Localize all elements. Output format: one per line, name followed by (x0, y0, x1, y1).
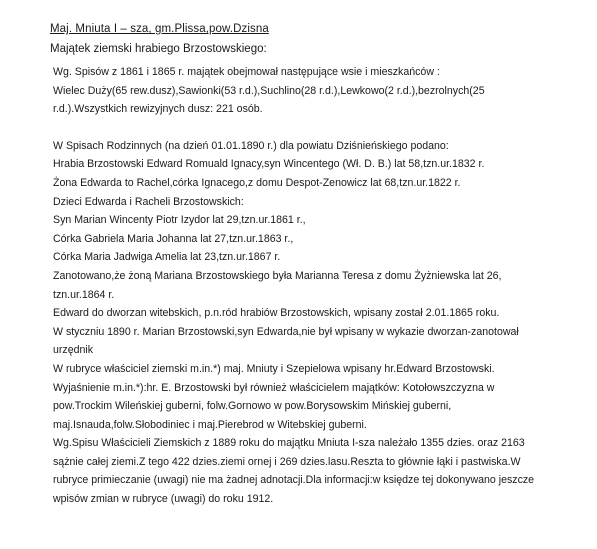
text-line: wpisów zmian w rubryce (uwagi) do roku 1912. (53, 493, 274, 506)
document-title: Maj. Mniuta I – sza, gm.Plissa,pow.Dzisna (50, 23, 269, 35)
text-line: r.d.).Wszystkich rewizyjnych dusz: 221 osób. (53, 103, 263, 116)
text-line: Żona Edwarda to Rachel,córka Ignacego,z domu Despot-Zenowicz lat 68,tzn.ur.1822 r. (53, 176, 461, 189)
text-line: Wg.Spisu Właścicieli Ziemskich z 1889 roku do majątku Mniuta I-sza należało 1355 dzies. oraz 2163 (53, 437, 525, 450)
text-line: maj.Isnauda,folw.Słobodiniec i maj.Pierebrod w Witebskiej guberni. (53, 418, 367, 431)
text-line: Dzieci Edwarda i Racheli Brzostowskich: (53, 195, 244, 208)
text-line: Zanotowano,że żoną Mariana Brzostowskiego była Marianna Teresa z domu Żyżniewska lat 26, (53, 269, 502, 282)
text-line: Córka Maria Jadwiga Amelia lat 23,tzn.ur.1867 r. (53, 251, 281, 264)
text-line: W rubryce właściciel ziemski m.in.*) maj. Mniuty i Szepielowa wpisany hr.Edward Brzostowski. (53, 362, 495, 375)
document-subtitle: Majątek ziemski hrabiego Brzostowskiego: (50, 43, 267, 55)
text-line: Wyjaśnienie m.in.*):hr. E. Brzostowski był również właścicielem majątków: Kotołowszczyzna w (53, 381, 495, 394)
text-line: Hrabia Brzostowski Edward Romuald Ignacy,syn Wincentego (Wł. D. B.) lat 58,tzn.ur.1832 r. (53, 158, 485, 171)
text-line: Edward do dworzan witebskich, p.n.ród hrabiów Brzostowskich, wpisany został 2.01.1865 roku. (53, 307, 500, 320)
paragraph-census (53, 63, 573, 119)
text-line: Wg. Spisów z 1861 i 1865 r. majątek obejmował następujące wsie i mieszkańców : (53, 66, 440, 78)
document-body (53, 63, 573, 509)
text-line: Syn Marian Wincenty Piotr Izydor lat 29,tzn.ur.1861 r., (53, 214, 306, 227)
paragraph-family-records (53, 137, 573, 509)
text-line: rubryce primieczanie (uwagi) nie ma żadnej adnotacji.Dla informacji:w księdze tej dokonywano jeszcze (53, 474, 535, 487)
document-header (50, 22, 269, 56)
text-line: W styczniu 1890 r. Marian Brzostowski,syn Edwarda,nie był wpisany w wykazie dworzan-zanotował (53, 325, 519, 338)
text-line: tzn.ur.1864 r. (53, 288, 115, 301)
text-line: Wielec Duży(65 rew.dusz),Sawionki(53 r.d.),Suchlino(28 r.d.),Lewkowo(2 r.d.),bezrolnych(25 (53, 84, 485, 97)
text-line: sążnie całej ziemi.Z tego 422 dzies.ziemi ornej i 269 dzies.lasu.Reszta to głównie łąki i pastwiska.W (53, 455, 521, 468)
text-line: urzędnik (53, 344, 94, 357)
text-line: Córka Gabriela Maria Johanna lat 27,tzn.ur.1863 r., (53, 232, 294, 245)
paragraph-spacer (53, 119, 573, 137)
text-line: W Spisach Rodzinnych (na dzień 01.01.1890 r.) dla powiatu Dziśnieńskiego podano: (53, 139, 449, 152)
text-line: pow.Trockim Wileńskiej guberni, folw.Gornowo w pow.Borysowskim Mińskiej guberni, (53, 400, 452, 413)
